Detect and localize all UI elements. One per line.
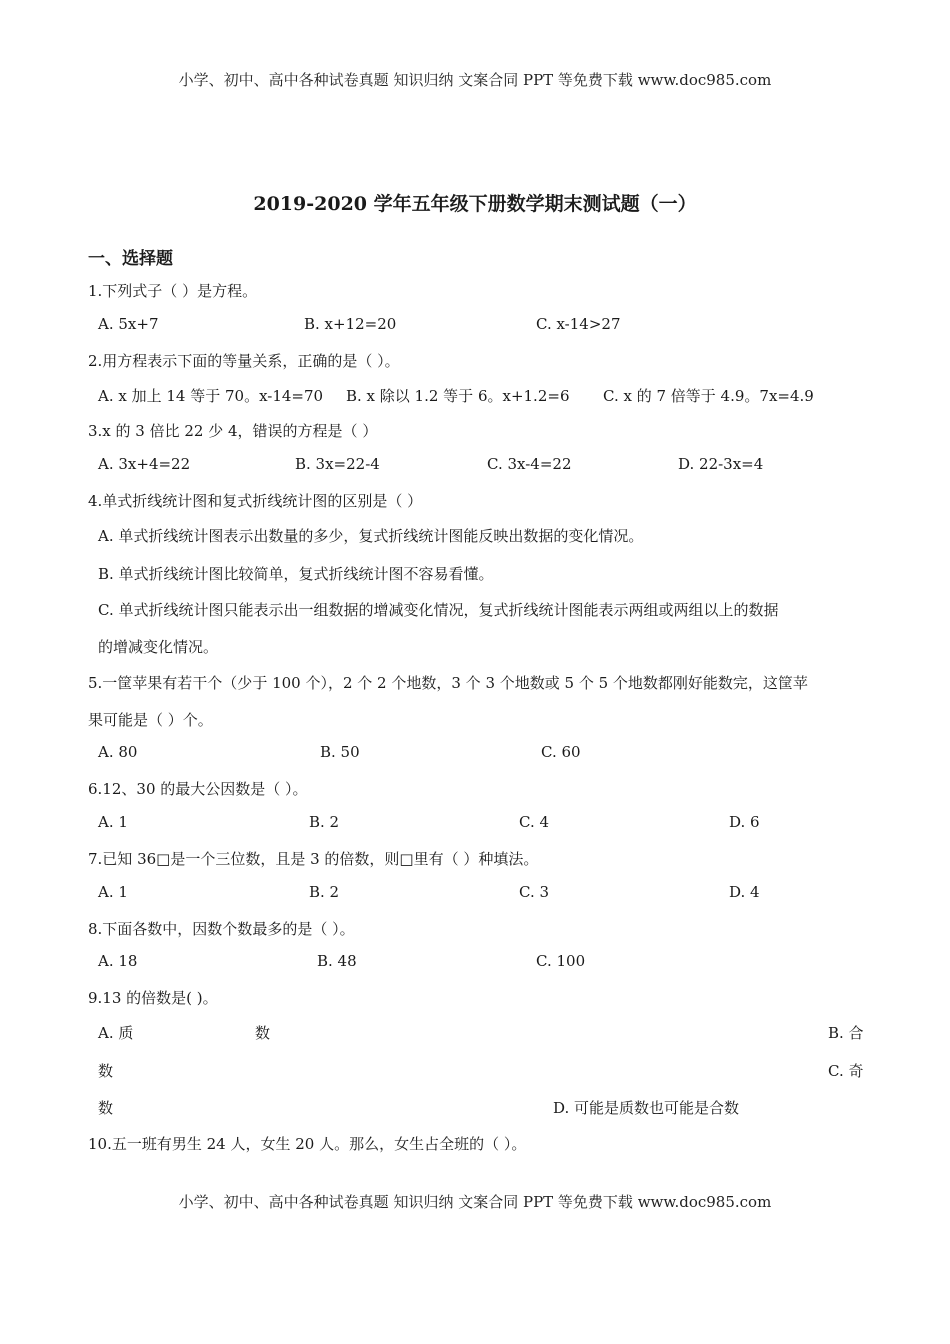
question-2-stem: 2.用方程表示下面的等量关系，正确的是（ ）。 xyxy=(88,352,400,370)
question-7-option-c: C. 3 xyxy=(519,883,550,901)
question-8-option-a: A. 18 xyxy=(98,952,138,970)
question-6-stem: 6.12、30 的最大公因数是（ ）。 xyxy=(88,780,308,798)
question-4-option-a: A. 单式折线统计图表示出数量的多少，复式折线统计图能反映出数据的变化情况。 xyxy=(98,527,644,545)
section-heading: 一、选择题 xyxy=(88,249,173,269)
question-6-option-c: C. 4 xyxy=(519,813,550,831)
question-5-option-c: C. 60 xyxy=(541,743,581,761)
question-9-option-b: B. 合 xyxy=(828,1024,864,1042)
question-9-option-c: C. 奇 xyxy=(828,1062,864,1080)
question-1-stem: 1.下列式子（ ）是方程。 xyxy=(88,282,258,300)
question-3-option-a: A. 3x+4=22 xyxy=(98,455,191,473)
question-4-option-b: B. 单式折线统计图比较简单，复式折线统计图不容易看懂。 xyxy=(98,565,494,583)
question-3-option-c: C. 3x-4=22 xyxy=(487,455,572,473)
question-4-option-c: C. 单式折线统计图只能表示出一组数据的增减变化情况，复式折线统计图能表示两组或两组以上的数据 xyxy=(98,601,779,619)
question-8-option-b: B. 48 xyxy=(317,952,357,970)
question-6-option-d: D. 6 xyxy=(729,813,760,831)
question-5-option-b: B. 50 xyxy=(320,743,360,761)
question-10-stem: 10.五一班有男生 24 人，女生 20 人。那么，女生占全班的（ ）。 xyxy=(88,1135,527,1153)
question-5-stem-continued: 果可能是（ ）个。 xyxy=(88,711,213,729)
question-9-option-c-continued: 数 xyxy=(98,1099,114,1117)
question-8-stem: 8.下面各数中，因数个数最多的是（ ）。 xyxy=(88,920,355,938)
question-8-option-c: C. 100 xyxy=(536,952,586,970)
question-5-stem: 5.一筐苹果有若干个（少于 100 个），2 个 2 个地数，3 个 3 个地数或 5 个 5 个地数都刚好能数完，这筐苹 xyxy=(88,674,808,692)
question-9-option-b-continued: 数 xyxy=(98,1062,114,1080)
question-1-option-b: B. x+12=20 xyxy=(304,315,397,333)
question-9-option-d: D. 可能是质数也可能是合数 xyxy=(553,1099,740,1117)
page-header: 小学、初中、高中各种试卷真题 知识归纳 文案合同 PPT 等免费下载 www.doc985.com xyxy=(178,71,772,89)
question-3-option-b: B. 3x=22-4 xyxy=(295,455,380,473)
question-9-stem: 9.13 的倍数是( )。 xyxy=(88,989,218,1007)
question-1-option-a: A. 5x+7 xyxy=(98,315,159,333)
question-7-option-b: B. 2 xyxy=(309,883,340,901)
question-6-option-a: A. 1 xyxy=(98,813,128,831)
question-6-option-b: B. 2 xyxy=(309,813,340,831)
question-3-option-d: D. 22-3x=4 xyxy=(678,455,764,473)
question-7-stem: 7.已知 36□是一个三位数，且是 3 的倍数，则□里有（ ）种填法。 xyxy=(88,850,539,868)
question-4-stem: 4.单式折线统计图和复式折线统计图的区别是（ ） xyxy=(88,492,423,510)
question-9-option-a: A. 质 xyxy=(98,1024,134,1042)
question-2-option-b: B. x 除以 1.2 等于 6。x+1.2=6 xyxy=(346,387,570,405)
question-7-option-a: A. 1 xyxy=(98,883,128,901)
question-4-option-c-continued: 的增减变化情况。 xyxy=(98,638,219,656)
question-3-stem: 3.x 的 3 倍比 22 少 4，错误的方程是（ ） xyxy=(88,422,378,440)
document-title: 2019-2020 学年五年级下册数学期末测试题（一） xyxy=(253,193,697,215)
question-7-option-d: D. 4 xyxy=(729,883,760,901)
question-1-option-c: C. x-14>27 xyxy=(536,315,621,333)
question-2-option-a: A. x 加上 14 等于 70。x-14=70 xyxy=(98,387,324,405)
question-9-option-a-continued: 数 xyxy=(255,1024,271,1042)
question-5-option-a: A. 80 xyxy=(98,743,138,761)
page-footer: 小学、初中、高中各种试卷真题 知识归纳 文案合同 PPT 等免费下载 www.doc985.com xyxy=(178,1193,772,1211)
question-2-option-c: C. x 的 7 倍等于 4.9。7x=4.9 xyxy=(603,387,814,405)
